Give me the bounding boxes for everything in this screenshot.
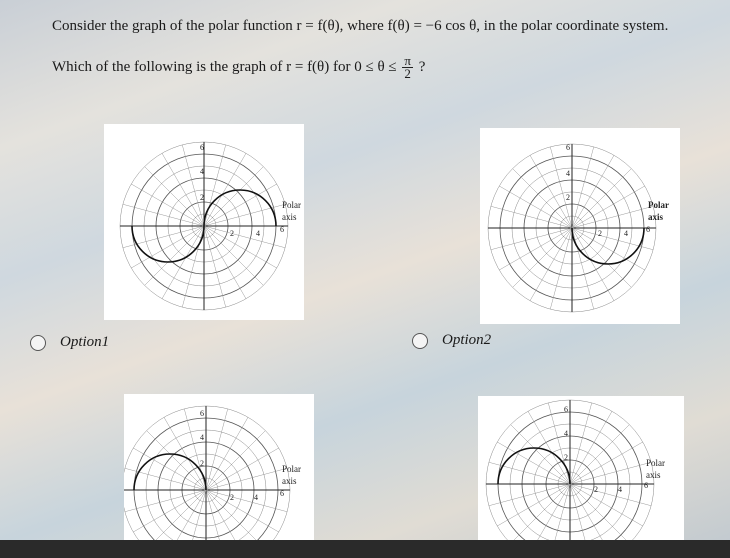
polar-plot-1 [104,124,304,320]
svg-text:6: 6 [200,409,204,418]
option-1-label: Option1 [60,334,110,350]
option-2-label: Option2 [442,332,492,348]
graph-option-2 [480,128,680,324]
svg-text:2: 2 [200,193,204,202]
svg-text:6: 6 [200,143,204,152]
svg-text:6: 6 [566,143,570,152]
graph-option-3 [124,394,314,540]
polar-plot-3 [124,394,314,540]
svg-text:6: 6 [564,405,568,414]
svg-text:Polar: Polar [282,200,301,210]
bottom-edge [0,540,730,558]
option-1[interactable] [30,334,109,351]
svg-text:4: 4 [564,429,568,438]
svg-text:Polar: Polar [646,458,665,468]
svg-text:axis: axis [282,476,297,486]
axis-labels [200,143,301,238]
polar-plot-2 [480,128,680,324]
svg-text:4: 4 [566,169,570,178]
option-2[interactable] [412,332,491,349]
option-2-radio[interactable] [412,333,428,349]
grid-circle [124,406,290,540]
svg-text:6: 6 [280,489,284,498]
svg-text:axis: axis [648,212,664,222]
svg-text:4: 4 [256,229,260,238]
svg-text:4: 4 [200,433,204,442]
svg-text:2: 2 [230,493,234,502]
pi-over-2: $\frac{\pi}{2}$ [404,53,411,81]
svg-text:4: 4 [618,485,622,494]
svg-text:2: 2 [230,229,234,238]
svg-text:4: 4 [624,229,628,238]
svg-text:axis: axis [646,470,661,480]
polar-grid [124,406,290,540]
svg-text:Polar: Polar [282,464,301,474]
option-1-radio[interactable] [30,335,46,351]
graph-option-4 [478,396,684,540]
polar-plot-4 [478,396,684,540]
svg-text:4: 4 [254,493,258,502]
svg-text:2: 2 [598,229,602,238]
question-line-2-text: Which of the following is the graph of r = f(θ) for 0 ≤ θ ≤ [52,58,397,75]
svg-text:axis: axis [282,212,297,222]
svg-text:2: 2 [594,485,598,494]
question-line-1: Consider the graph of the polar function r = f(θ), where f(θ) = −6 cos θ, in the polar coordinate system. [52,18,669,34]
question-line-2: Which of the following is the graph of r = f(θ) for 0 ≤ θ ≤ $\frac{\pi}{2}$ ? [52,53,426,81]
svg-text:2: 2 [566,193,570,202]
polar-grid [486,400,654,540]
svg-text:6: 6 [280,225,284,234]
svg-text:Polar: Polar [648,200,669,210]
svg-text:6: 6 [646,225,650,234]
svg-text:2: 2 [564,453,568,462]
svg-text:2: 2 [200,459,204,468]
graph-option-1 [104,124,304,320]
svg-text:4: 4 [200,167,204,176]
svg-text:6: 6 [644,481,648,490]
